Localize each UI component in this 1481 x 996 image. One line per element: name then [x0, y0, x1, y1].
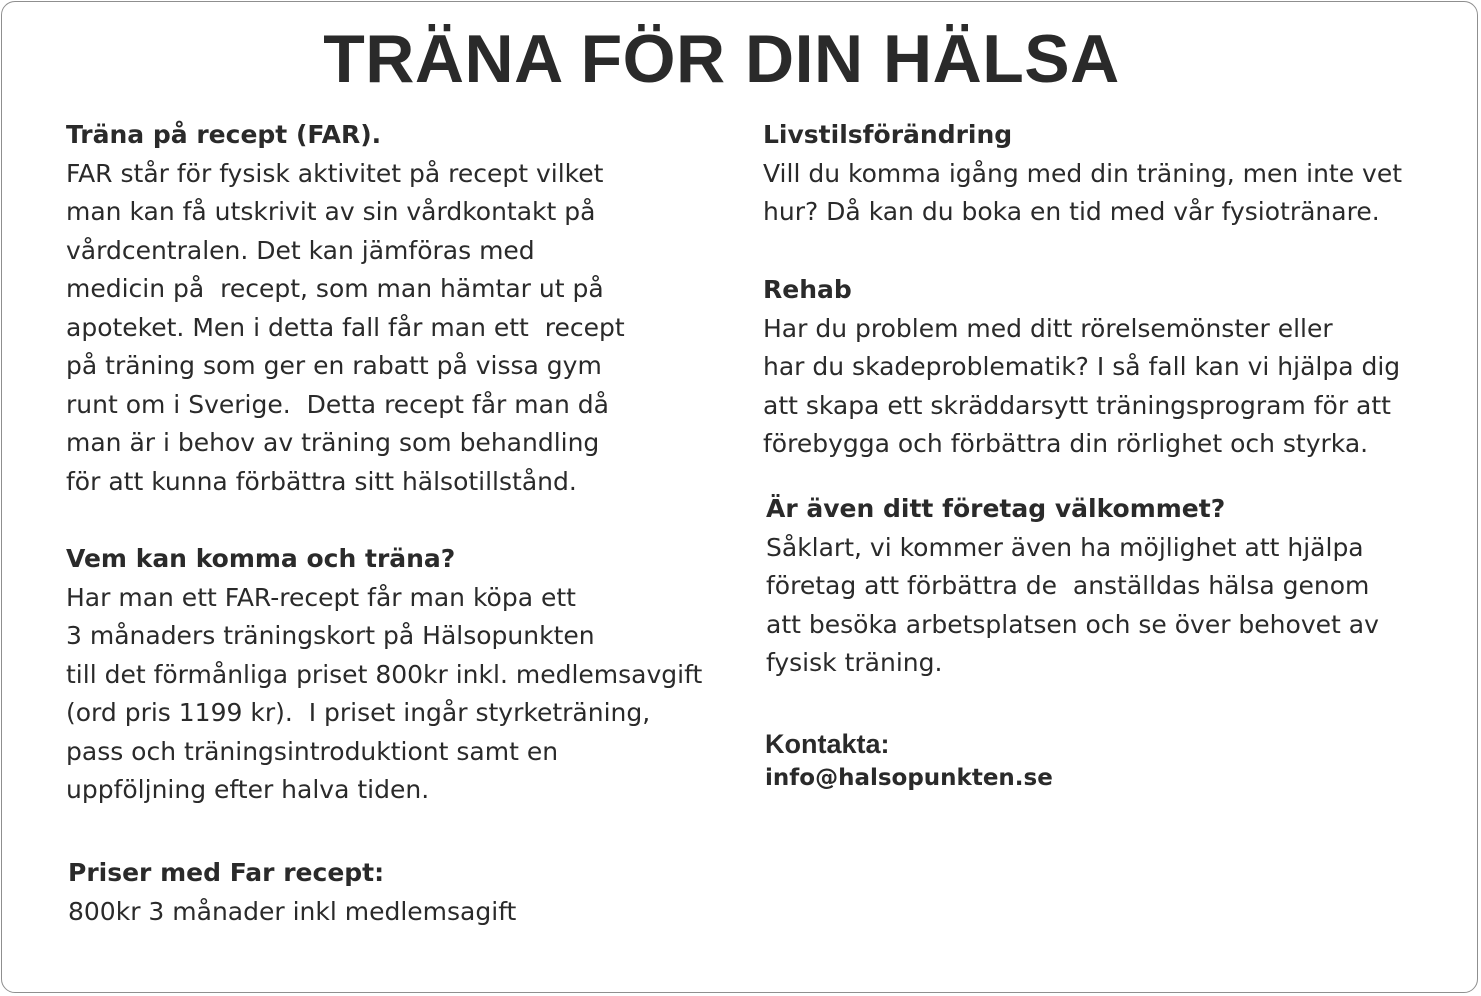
who-line: Har man ett FAR-recept får man köpa ett: [66, 582, 576, 612]
lifestyle-heading: Livstilsförändring: [763, 120, 1013, 149]
lifestyle-section: [763, 116, 1402, 232]
rehab-heading: Rehab: [763, 275, 852, 304]
contact-heading: Kontakta:: [765, 729, 890, 759]
far-line: man kan få utskrivit av sin vårdkontakt på: [66, 197, 596, 226]
prices-heading: Priser med Far recept:: [68, 858, 385, 887]
who-line: pass och träningsintroduktiont samt en: [66, 736, 559, 766]
far-line: apoteket. Men i detta fall får man ett recept: [66, 312, 625, 342]
who-section: [66, 540, 702, 810]
lifestyle-line: Vill du komma igång med din träning, men inte vet: [763, 158, 1403, 188]
far-section: [66, 116, 625, 501]
who-line: till det förmånliga priset 800kr inkl. medlemsavgift: [66, 659, 703, 689]
who-line: (ord pris 1199 kr). I priset ingår styrketräning,: [66, 698, 651, 727]
rehab-line: har du skadeproblematik? I så fall kan vi hjälpa dig: [763, 352, 1401, 381]
prices-section: [68, 854, 516, 931]
far-line: man är i behov av träning som behandling: [66, 428, 600, 457]
company-heading: Är även ditt företag välkommet?: [766, 494, 1226, 523]
rehab-section: [763, 271, 1400, 464]
page-title: TRÄNA FÖR DIN HÄLSA: [323, 21, 1120, 97]
company-line: företag att förbättra de anställdas hälsa genom: [766, 571, 1370, 600]
company-section: [766, 490, 1379, 683]
who-heading: Vem kan komma och träna?: [66, 544, 456, 573]
contact-section: [765, 727, 1053, 795]
prices-line: 800kr 3 månader inkl medlemsagift: [68, 896, 517, 926]
far-line: på träning som ger en rabatt på vissa gym: [66, 351, 602, 380]
lifestyle-line: hur? Då kan du boka en tid med vår fysiotränare.: [763, 197, 1380, 226]
who-line: 3 månaders träningskort på Hälsopunkten: [66, 621, 595, 650]
far-line: medicin på recept, som man hämtar ut på: [66, 274, 604, 303]
rehab-line: att skapa ett skräddarsytt träningsprogram för att: [763, 390, 1391, 420]
who-line: uppföljning efter halva tiden.: [66, 775, 430, 804]
far-line: FAR står för fysisk aktivitet på recept vilket: [66, 158, 604, 188]
rehab-line: Har du problem med ditt rörelsemönster eller: [763, 313, 1333, 343]
company-line: att besöka arbetsplatsen och se över behovet av: [766, 609, 1379, 639]
rehab-line: förebygga och förbättra din rörlighet och styrka.: [763, 429, 1369, 458]
far-heading: Träna på recept (FAR).: [66, 120, 382, 149]
contact-email[interactable]: info@halsopunkten.se: [765, 765, 1053, 791]
far-line: för att kunna förbättra sitt hälsotillstånd.: [66, 466, 577, 496]
company-line: Såklart, vi kommer även ha möjlighet att hjälpa: [766, 532, 1364, 562]
company-line: fysisk träning.: [766, 648, 943, 677]
far-line: runt om i Sverige. Detta recept får man då: [66, 389, 609, 419]
far-line: vårdcentralen. Det kan jämföras med: [66, 235, 535, 265]
